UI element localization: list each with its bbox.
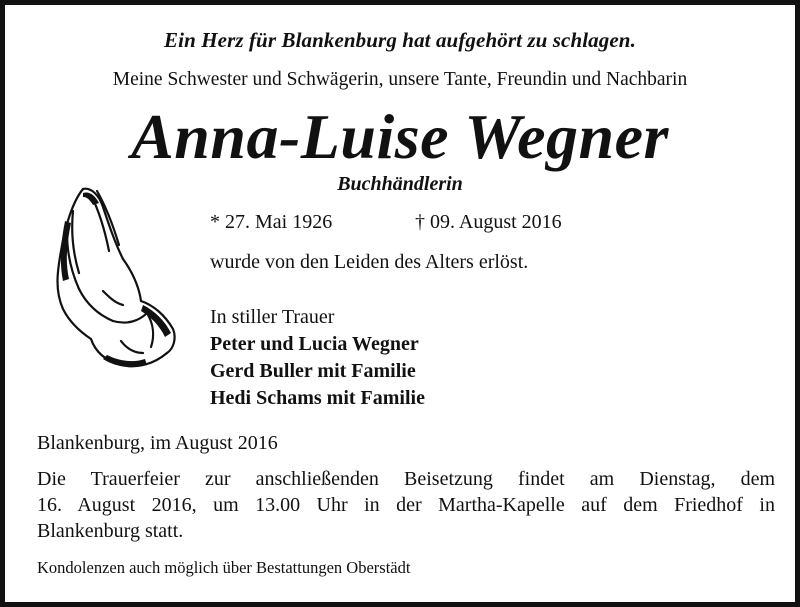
condolences-note: Kondolenzen auch möglich über Bestattungen Oberstädt (37, 558, 411, 577)
mourner-name: Hedi Schams mit Familie (210, 387, 425, 409)
ceremony-line: Die Trauerfeier zur anschließenden Beisetzung findet am Dienstag, dem (37, 468, 775, 490)
deceased-name: Anna-Luise Wegner (131, 101, 669, 172)
headline: Ein Herz für Blankenburg hat aufgehört zu schlagen. (164, 28, 636, 52)
mourner-name: Gerd Buller mit Familie (210, 360, 416, 382)
profession: Buchhändlerin (337, 173, 463, 195)
death-date: † 09. August 2016 (415, 211, 562, 233)
birth-date: * 27. Mai 1926 (210, 211, 333, 233)
ceremony-line: 16. August 2016, um 13.00 Uhr in der Martha-Kapelle auf dem Friedhof in (37, 494, 775, 516)
mourners-block (210, 304, 425, 412)
life-dates (210, 211, 562, 234)
released-text: wurde von den Leiden des Alters erlöst. (210, 251, 529, 273)
ceremony-info (37, 466, 775, 544)
intro-text: Meine Schwester und Schwägerin, unsere Tante, Freundin und Nachbarin (112, 69, 688, 90)
ceremony-line: Blankenburg statt. (37, 520, 184, 542)
mourning-intro: In stiller Trauer (210, 306, 335, 328)
praying-hands-icon (43, 181, 183, 371)
mourner-name: Peter und Lucia Wegner (210, 333, 419, 355)
place-and-date: Blankenburg, im August 2016 (37, 432, 278, 454)
